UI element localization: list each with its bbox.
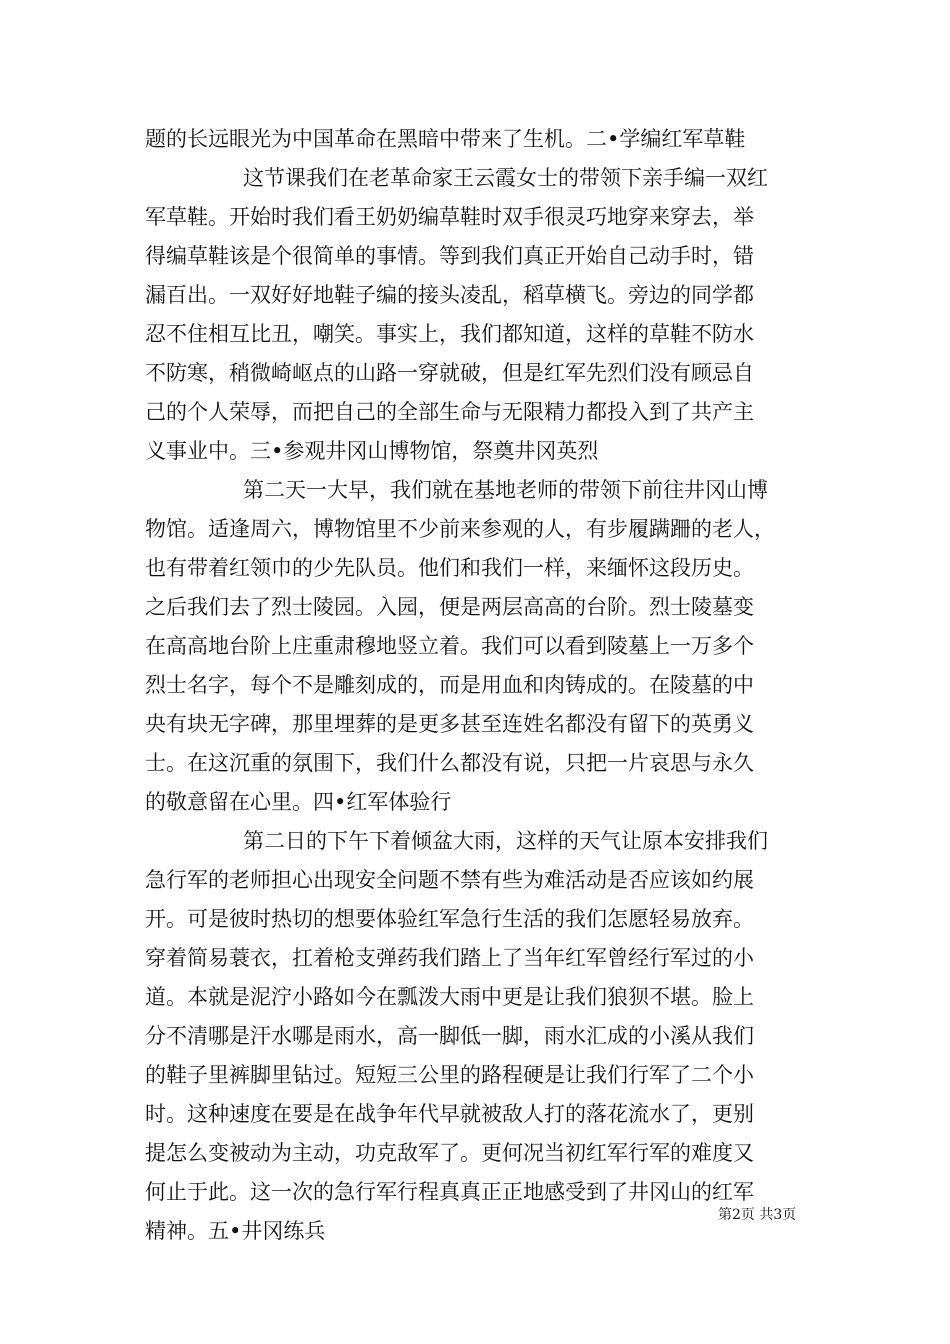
paragraph-first-line: 第二日的下午下着倾盆大雨，这样的天气让原本安排我们 bbox=[243, 829, 768, 853]
text-line: 也有带着红领巾的少先队员。他们和我们一样，来缅怀这段历史。 bbox=[145, 556, 754, 580]
text-line: 的鞋子里裤脚里钻过。短短三公里的路程硬是让我们行军了二个小 bbox=[145, 1063, 754, 1087]
page-middle: 页 共 bbox=[740, 1207, 774, 1223]
text-line: 分不清哪是汗水哪是雨水，高一脚低一脚，雨水汇成的小溪从我们 bbox=[145, 1024, 754, 1048]
text-line: 得编草鞋该是个很简单的事情。等到我们真正开始自己动手时，错 bbox=[145, 244, 754, 268]
text-line: 烈士名字，每个不是雕刻成的，而是用血和肉铸成的。在陵墓的中 bbox=[145, 673, 754, 697]
section-heading-line: 精神。五•井冈练兵 bbox=[145, 1219, 326, 1243]
document-body bbox=[145, 120, 807, 1251]
text-line: 在高高地台阶上庄重肃穆地竖立着。我们可以看到陵墓上一万多个 bbox=[145, 634, 754, 658]
paragraph-first-line: 第二天一大早，我们就在基地老师的带领下前往井冈山博 bbox=[243, 478, 768, 502]
page-footer bbox=[718, 1206, 796, 1224]
text-line: 题的长远眼光为中国革命在黑暗中带来了生机。二•学编红军草鞋 bbox=[145, 127, 746, 151]
text-line: 提怎么变被动为主动，功克敌军了。更何况当初红军行军的难度又 bbox=[145, 1141, 754, 1165]
text-line: 不防寒，稍微崎岖点的山路一穿就破，但是红军先烈们没有顾忌自 bbox=[145, 361, 754, 385]
page-suffix: 页 bbox=[782, 1207, 797, 1223]
section-heading-line: 义事业中。三•参观井冈山博物馆，祭奠井冈英烈 bbox=[145, 439, 599, 463]
text-line: 物馆。适逢周六，博物馆里不少前来参观的人，有步履蹒跚的老人， bbox=[145, 517, 775, 541]
text-line: 漏百出。一双好好地鞋子编的接头凌乱，稻草横飞。旁边的同学都 bbox=[145, 283, 754, 307]
text-line: 道。本就是泥泞小路如今在瓢泼大雨中更是让我们狼狈不堪。脸上 bbox=[145, 985, 754, 1009]
section-heading-line: 的敬意留在心里。四•红军体验行 bbox=[145, 790, 452, 814]
text-line: 开。可是彼时热切的想要体验红军急行生活的我们怎愿轻易放弃。 bbox=[145, 907, 754, 931]
text-line: 何止于此。这一次的急行军行程真真正正地感受到了井冈山的红军 bbox=[145, 1180, 754, 1204]
text-line: 央有块无字碑，那里埋葬的是更多甚至连姓名都没有留下的英勇义 bbox=[145, 712, 754, 736]
text-line: 忍不住相互比丑，嘲笑。事实上，我们都知道，这样的草鞋不防水 bbox=[145, 322, 754, 346]
text-line: 士。在这沉重的氛围下，我们什么都没有说，只把一片哀思与永久 bbox=[145, 751, 754, 775]
page-number: 2 bbox=[732, 1207, 741, 1223]
paragraph-first-line: 这节课我们在老革命家王云霞女士的带领下亲手编一双红 bbox=[243, 166, 768, 190]
text-line: 时。这种速度在要是在战争年代早就被敌人打的落花流水了，更别 bbox=[145, 1102, 754, 1126]
text-line: 之后我们去了烈士陵园。入园，便是两层高高的台阶。烈士陵墓变 bbox=[145, 595, 754, 619]
text-line: 穿着简易蓑衣，扛着枪支弹药我们踏上了当年红军曾经行军过的小 bbox=[145, 946, 754, 970]
text-line: 己的个人荣辱，而把自己的全部生命与无限精力都投入到了共产主 bbox=[145, 400, 754, 424]
text-line: 急行军的老师担心出现安全问题不禁有些为难活动是否应该如约展 bbox=[145, 868, 754, 892]
text-line: 军草鞋。开始时我们看王奶奶编草鞋时双手很灵巧地穿来穿去，举 bbox=[145, 205, 754, 229]
page-prefix: 第 bbox=[718, 1207, 732, 1223]
total-pages: 3 bbox=[773, 1207, 783, 1223]
